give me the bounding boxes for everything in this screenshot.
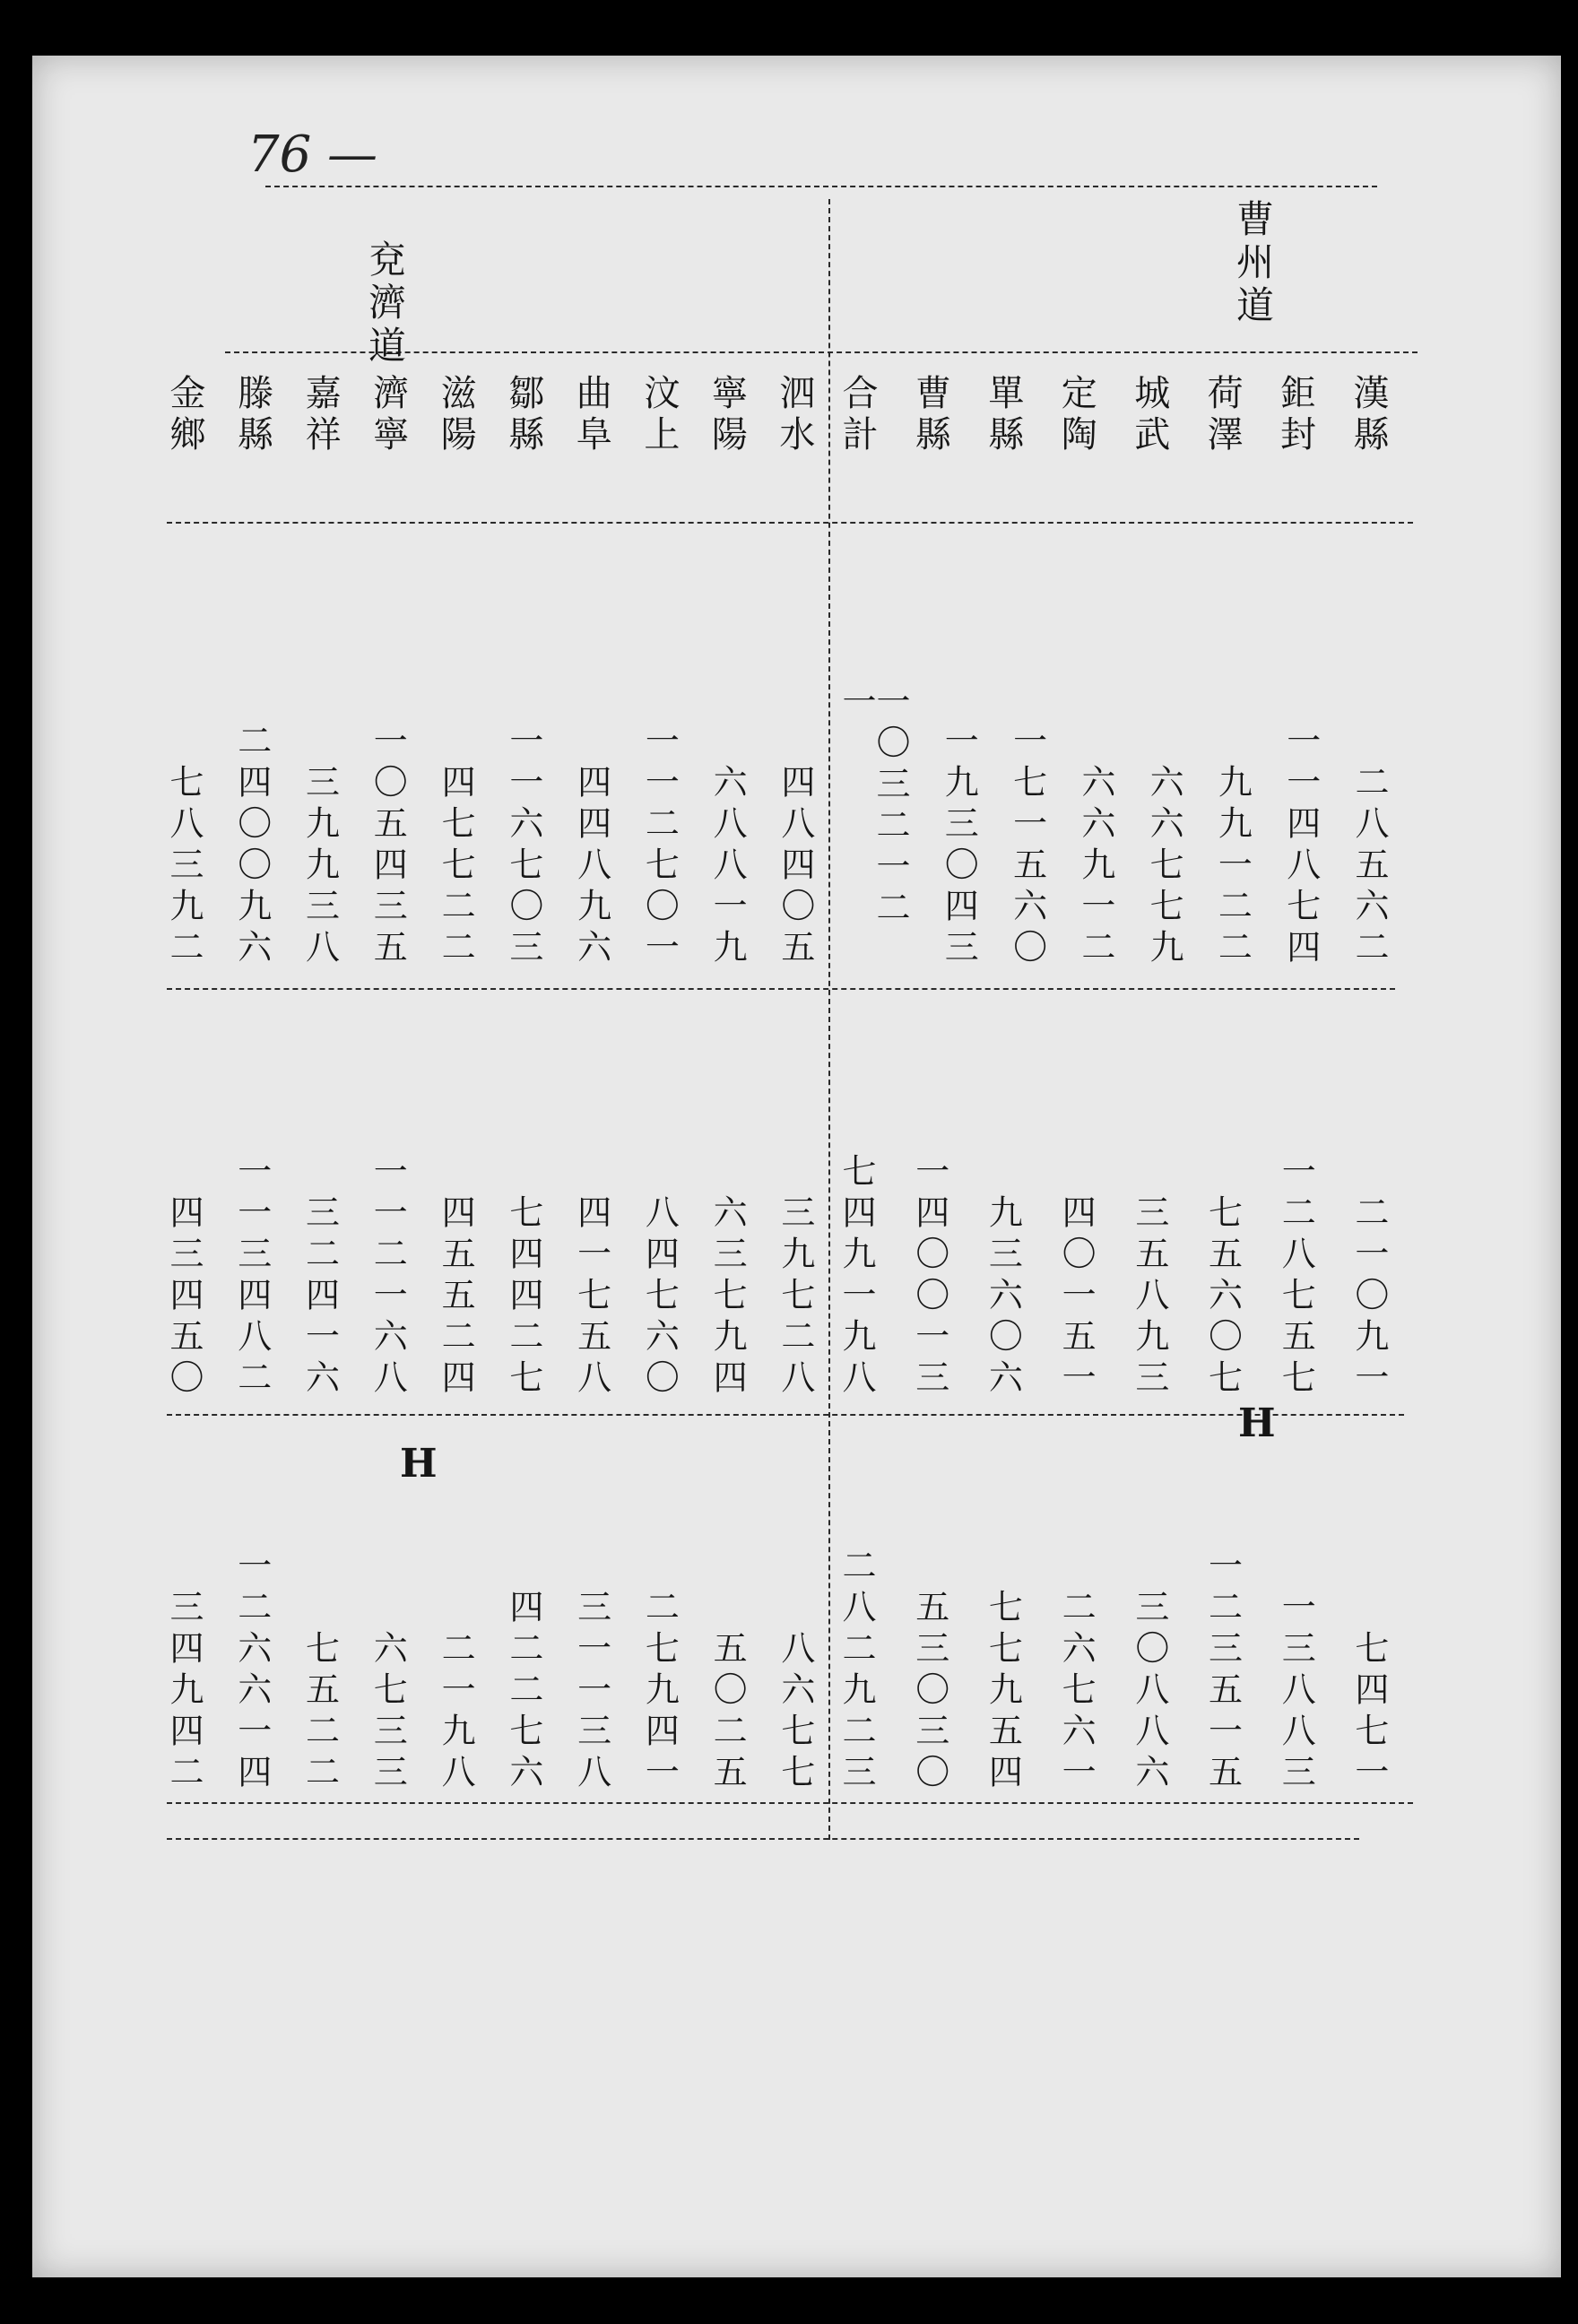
county-name: 汶上 bbox=[637, 374, 680, 456]
county-name: 鄒縣 bbox=[502, 374, 544, 456]
value-cell: 三九七二八 bbox=[775, 1194, 815, 1400]
value-cell: 一七一五六〇 bbox=[1007, 723, 1047, 970]
value-cell: 三五八九三 bbox=[1129, 1194, 1169, 1400]
county-name: 荷澤 bbox=[1201, 374, 1244, 456]
value-cell: 一一四八七四 bbox=[1280, 723, 1321, 970]
value-cell: 二八二九二三 bbox=[837, 1548, 876, 1795]
value-cell: 六六九一二 bbox=[1075, 764, 1115, 970]
value-cell: 一二三五一五 bbox=[1202, 1548, 1243, 1795]
section2-right bbox=[837, 1114, 1389, 1400]
names-row-right bbox=[837, 374, 1389, 456]
county-name: 曹縣 bbox=[909, 374, 951, 456]
value-cell: 二四〇〇九六 bbox=[231, 723, 272, 970]
region-right-title: 曹州道 bbox=[1231, 199, 1275, 328]
value-cell: 三〇八八六 bbox=[1129, 1589, 1169, 1795]
county-name: 漢縣 bbox=[1347, 374, 1389, 456]
section-mark-right: H bbox=[1238, 1400, 1276, 1446]
value-cell: 七五六〇七 bbox=[1202, 1194, 1243, 1400]
value-cell: 四五五二四 bbox=[436, 1194, 476, 1400]
county-name: 滕縣 bbox=[231, 374, 273, 456]
value-cell: 九九一二二 bbox=[1212, 764, 1253, 970]
county-name: 鉅封 bbox=[1274, 374, 1316, 456]
value-cell: 八四七六〇 bbox=[639, 1194, 680, 1400]
county-name: 嘉祥 bbox=[299, 374, 342, 456]
county-name: 合計 bbox=[837, 374, 878, 456]
value-cell: 二一九八 bbox=[436, 1630, 476, 1795]
value-cell: 七五二二 bbox=[299, 1630, 340, 1795]
county-name: 滋陽 bbox=[435, 374, 477, 456]
value-cell: 一一二七〇一 bbox=[639, 723, 680, 970]
value-cell: 一〇五四三五 bbox=[368, 723, 408, 970]
section2-left bbox=[164, 1114, 815, 1400]
value-cell: 一一三四八二 bbox=[231, 1153, 272, 1400]
value-cell: 一三八八三 bbox=[1276, 1589, 1316, 1795]
value-cell: 一一二一六八 bbox=[368, 1153, 408, 1400]
value-cell: 三九九三八 bbox=[299, 764, 340, 970]
value-cell: 三二四一六 bbox=[299, 1194, 340, 1400]
table-bottom-rule bbox=[167, 1838, 1359, 1840]
county-name: 單縣 bbox=[982, 374, 1024, 456]
value-cell: 六六七七九 bbox=[1144, 764, 1184, 970]
county-name: 城武 bbox=[1128, 374, 1170, 456]
section1-left bbox=[164, 683, 815, 970]
value-cell: 七八三九二 bbox=[164, 764, 204, 970]
names-bottom-rule bbox=[167, 522, 1413, 524]
county-name: 金鄉 bbox=[164, 374, 205, 456]
value-cell: 六七三三 bbox=[368, 1630, 408, 1795]
section3-left bbox=[164, 1544, 815, 1795]
value-cell: 二六七六一 bbox=[1056, 1589, 1097, 1795]
value-cell: 六八八一九 bbox=[707, 764, 748, 970]
value-cell: 四七七二二 bbox=[436, 764, 476, 970]
value-cell: 四三四五〇 bbox=[164, 1194, 204, 1400]
value-cell: 四八四〇五 bbox=[775, 764, 815, 970]
county-name: 濟寧 bbox=[367, 374, 409, 456]
value-cell: 七四九一九八 bbox=[837, 1153, 876, 1400]
county-name: 寧陽 bbox=[706, 374, 748, 456]
county-name: 定陶 bbox=[1055, 374, 1097, 456]
value-cell: 二一〇九一 bbox=[1348, 1194, 1389, 1400]
region-left-title: 兗濟道 bbox=[363, 239, 407, 369]
value-cell: 一四〇〇一三 bbox=[909, 1153, 949, 1400]
value-cell: 四二二七六 bbox=[503, 1589, 543, 1795]
section3-right bbox=[837, 1544, 1389, 1795]
value-cell: 七四七一 bbox=[1348, 1630, 1389, 1795]
value-cell: 四〇一五一 bbox=[1056, 1194, 1097, 1400]
value-cell: 一二六六一四 bbox=[231, 1548, 272, 1795]
value-cell: 一二八七五七 bbox=[1276, 1153, 1316, 1400]
names-row-left bbox=[164, 374, 815, 456]
section1-right bbox=[837, 683, 1389, 970]
value-cell: 八六七七 bbox=[775, 1630, 815, 1795]
value-cell: 四四八九六 bbox=[571, 764, 611, 970]
value-cell: 四一七五八 bbox=[571, 1194, 611, 1400]
county-name: 曲阜 bbox=[570, 374, 612, 456]
value-cell: 二七九四一 bbox=[639, 1589, 680, 1795]
section1-bottom-rule bbox=[167, 988, 1395, 990]
value-cell: 九三六〇六 bbox=[983, 1194, 1023, 1400]
section3-bottom-rule bbox=[167, 1802, 1413, 1804]
value-cell: 七四四二七 bbox=[503, 1194, 543, 1400]
value-cell: 七七九五四 bbox=[983, 1589, 1023, 1795]
value-cell: 二八五六二 bbox=[1348, 764, 1389, 970]
county-name: 泗水 bbox=[773, 374, 815, 456]
value-cell: 一〇三二一二一 bbox=[837, 683, 910, 931]
section2-bottom-rule bbox=[167, 1414, 1404, 1416]
page-number: 76 — bbox=[247, 126, 378, 184]
value-cell: 六三七九四 bbox=[707, 1194, 748, 1400]
section-mark-left: H bbox=[400, 1441, 438, 1487]
value-cell: 三四九四二 bbox=[164, 1589, 204, 1795]
value-cell: 五〇二五 bbox=[707, 1630, 748, 1795]
value-cell: 一一六七〇三 bbox=[503, 723, 543, 970]
value-cell: 一九三〇四三 bbox=[939, 723, 979, 970]
region-divider bbox=[828, 199, 830, 1840]
value-cell: 五三〇三〇 bbox=[909, 1589, 949, 1795]
value-cell: 三一一三八 bbox=[571, 1589, 611, 1795]
table-top-rule bbox=[265, 186, 1377, 187]
document-page bbox=[32, 56, 1561, 2277]
